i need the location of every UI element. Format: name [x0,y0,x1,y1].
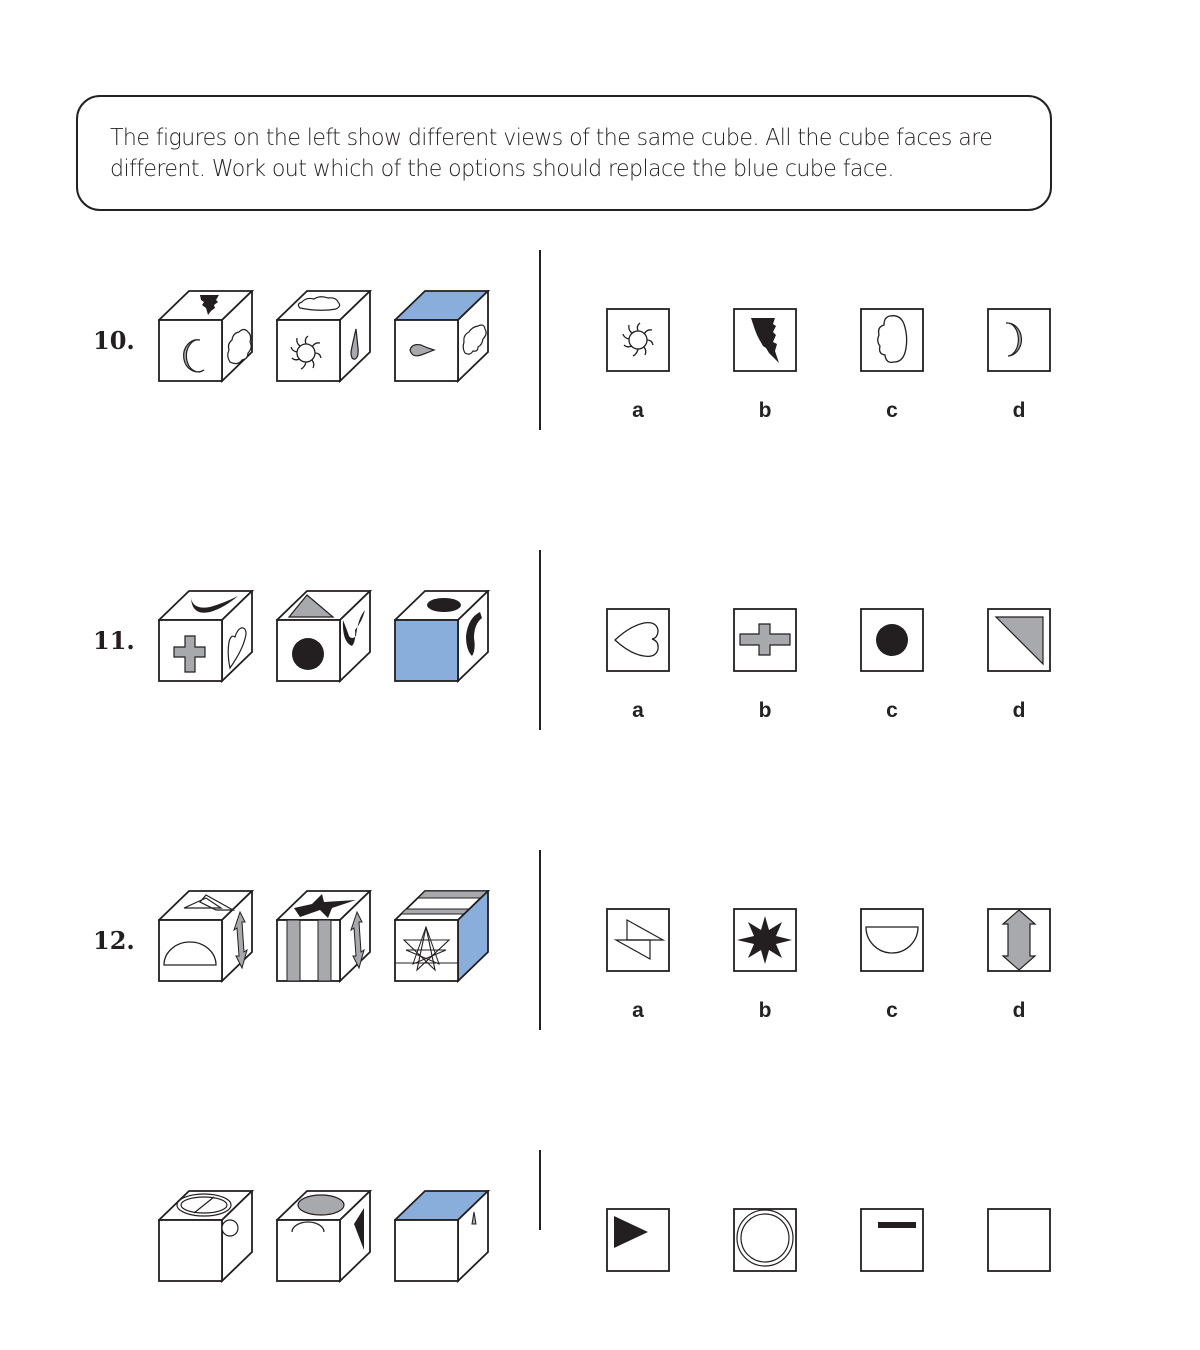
option-label: c [886,999,898,1022]
instructions-text: The figures on the left show different views of the same cube. All the cube faces are different. Work out which of the options should replace the blue cube face. [110,125,993,182]
star-icon [733,908,797,972]
cube-view-1 [158,890,258,990]
question-number: 10. [93,326,135,355]
cube-view-3 [394,290,494,390]
option-a[interactable] [605,1208,671,1277]
option-label: a [632,399,644,422]
option-label: a [632,999,644,1022]
divider [539,850,541,1030]
question-number: 11. [93,626,135,655]
option-c[interactable] [859,908,925,1023]
option-b[interactable] [732,308,798,423]
cube-view-2 [276,890,376,990]
option-c[interactable] [859,608,925,723]
option-b[interactable] [732,608,798,723]
divider [539,1150,541,1230]
empty-face-icon [987,1208,1051,1272]
oval-icon [427,598,461,612]
black-bar-icon [860,1208,924,1272]
option-b[interactable] [732,908,798,1023]
option-label: d [1012,699,1026,722]
option-b[interactable] [732,1208,798,1277]
option-label: a [632,699,644,722]
double-ring-icon [733,1208,797,1272]
double-arrow-icon [987,908,1051,972]
heart-icon [606,608,670,672]
option-d[interactable] [986,308,1052,423]
option-d[interactable] [986,608,1052,723]
divider [539,250,541,430]
parallelogram-icon [606,908,670,972]
option-label: b [758,399,772,422]
lightning-icon [733,308,797,372]
cube-view-1 [158,1190,258,1290]
question-number: 12. [93,926,135,955]
question-11 [0,550,1200,750]
question-10 [0,250,1200,450]
option-c[interactable] [859,1208,925,1277]
option-label: d [1012,999,1026,1022]
option-label: c [886,399,898,422]
cube-view-3 [394,1190,494,1290]
option-label: b [758,699,772,722]
option-d[interactable] [986,1208,1052,1277]
blue-face [395,620,458,681]
cube-view-2 [276,290,376,390]
circle-icon [292,638,324,670]
cube-view-3 [394,890,494,990]
cross-icon [733,608,797,672]
cube-view-1 [158,590,258,690]
cube-view-3 [394,590,494,690]
option-a[interactable] [605,308,671,423]
sun-icon [606,308,670,372]
crescent-moon-icon [987,308,1051,372]
cube-view-2 [276,1190,376,1290]
option-a[interactable] [605,608,671,723]
option-label: b [758,999,772,1022]
semicircle-icon [860,908,924,972]
option-label: c [886,699,898,722]
option-d[interactable] [986,908,1052,1023]
triangle-icon [987,608,1051,672]
oval-icon [298,1195,344,1215]
instructions-box [76,95,1052,211]
circle-icon [860,608,924,672]
question-12 [0,850,1200,1050]
option-label: d [1012,399,1026,422]
cube-view-2 [276,590,376,690]
cube-view-1 [158,290,258,390]
divider [539,550,541,730]
option-c[interactable] [859,308,925,423]
option-a[interactable] [605,908,671,1023]
cloud-icon [860,308,924,372]
question-13 [0,1150,1200,1350]
triangle-icon [606,1208,670,1272]
